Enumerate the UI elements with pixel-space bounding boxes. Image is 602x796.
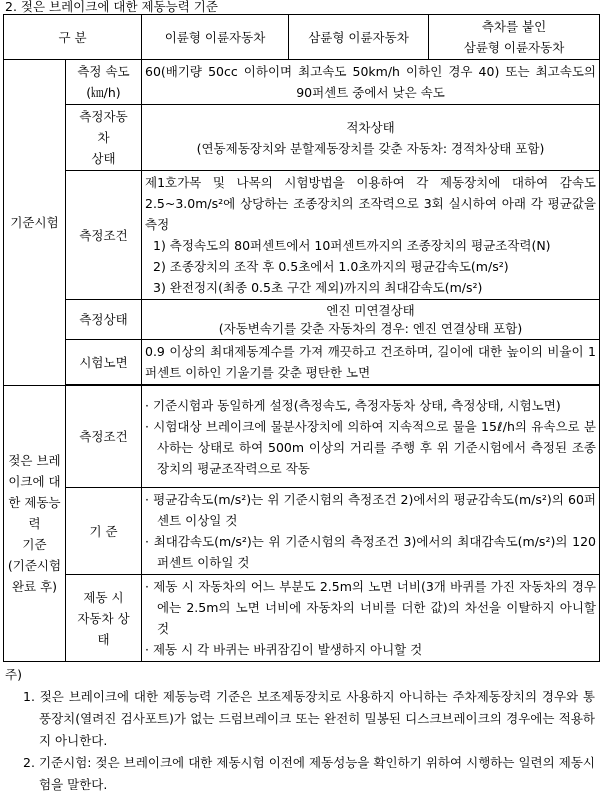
brake-state-label bbox=[66, 575, 142, 662]
table-row bbox=[4, 60, 600, 105]
baseline-group-label: 기준시험 bbox=[4, 60, 66, 386]
table-row bbox=[4, 105, 600, 171]
criteria-value bbox=[142, 488, 600, 575]
test-road-value: 0.9 이상의 최대제동계수를 가져 깨끗하고 건조하며, 길이에 대한 높이의 비율이 1퍼센트 이하인 기울기를 갖춘 평탄한 노면 bbox=[142, 340, 600, 385]
wet-brake-standard-table bbox=[3, 14, 600, 662]
table-row bbox=[4, 488, 600, 575]
wet-condition-item: · 기준시험과 동일하게 설정(측정속도, 측정자동차 상태, 측정상태, 시험노면) bbox=[145, 397, 561, 413]
table-row bbox=[4, 340, 600, 385]
speed-label-line2: (㎞/h) bbox=[86, 85, 121, 100]
wet-condition-item: · 시험대상 브레이크에 물분사장치에 의하여 지속적으로 물을 15ℓ/h의 유속으로 분사하는 상태로 하여 500m 이상의 거리를 주행 후 위 기준시험에서 측정된 조종장치의 평균조작력으로 작동 bbox=[145, 418, 596, 476]
table-row bbox=[4, 575, 600, 662]
footnote-item: 1. 젖은 브레이크에 대한 제동능력 기준은 보조제동장치로 사용하지 아니하는 주차제동장치의 경우와 통풍장치(열려진 검사포트)가 없는 드럼브레이크 또는 완전히 밀봉된 디스크브레이크의 경우에는 적용하지 아니한다. bbox=[23, 689, 595, 748]
vehicle-state-label bbox=[66, 105, 142, 171]
wet-group-label-line: 한 제동능 bbox=[8, 495, 61, 510]
table-row bbox=[4, 300, 600, 340]
brake-state-value bbox=[142, 575, 600, 662]
criteria-item: · 평균감속도(m/s²)는 위 기준시험의 측정조건 2)에서의 평균감속도(m/s²)의 60퍼센트 이상일 것 bbox=[145, 492, 596, 528]
header-sidecar-line2: 삼륜형 이륜자동차 bbox=[463, 40, 565, 55]
wet-group-label-line: 완료 후) bbox=[11, 579, 58, 594]
table-row bbox=[4, 171, 600, 300]
measure-state-value-line2: (자동변속기를 갖춘 자동차의 경우: 엔진 연결상태 포함) bbox=[218, 320, 523, 336]
header-sidecar-line1: 측차를 붙인 bbox=[481, 19, 547, 34]
vehicle-state-label-line2: 차 bbox=[97, 130, 110, 145]
wet-group-label-line: 기준 bbox=[22, 537, 47, 552]
table-header-row bbox=[4, 15, 600, 60]
vehicle-state-label-line3: 상태 bbox=[91, 151, 116, 166]
brake-state-label-line: 제동 시 bbox=[83, 589, 124, 605]
brake-state-item: · 제동 시 자동차의 어느 부분도 2.5m의 노면 너비(3개 바퀴를 가진 자동차의 경우에는 2.5m의 노면 너비에 자동차의 너비를 더한 값)의 차선을 이탈하지 아니할 것 bbox=[145, 579, 596, 636]
measure-condition-label: 측정조건 bbox=[66, 171, 142, 300]
wet-group-label-line: 젖은 브레 bbox=[8, 453, 61, 468]
header-two-wheel: 이륜형 이륜자동차 bbox=[142, 15, 289, 60]
measure-condition-item: 3) 완전정지(최종 0.5초 구간 제외)까지의 최대감속도(m/s²) bbox=[153, 280, 483, 295]
header-category: 구 분 bbox=[4, 15, 142, 60]
vehicle-state-value bbox=[142, 105, 600, 171]
footnotes bbox=[3, 664, 599, 796]
vehicle-state-value-line1: 적차상태 bbox=[346, 119, 395, 135]
measure-state-value bbox=[142, 300, 600, 340]
measure-state-label: 측정상태 bbox=[66, 300, 142, 340]
wet-group-label bbox=[4, 386, 66, 662]
measure-condition-item: 2) 조종장치의 조작 후 0.5초에서 1.0초까지의 평균감속도(m/s²) bbox=[153, 259, 509, 274]
measure-condition-intro: 제1호가목 및 나목의 시험방법을 이용하여 각 제동장치에 대하여 감속도 2.5~3.0m/s²에 상당하는 조종장치의 조작력으로 3회 실시하여 아래 각 평균값을 측정 bbox=[145, 175, 596, 232]
wet-group-label-line: (기준시험 bbox=[7, 558, 62, 573]
wet-group-label-line: 력 bbox=[28, 516, 41, 531]
measure-condition-value bbox=[142, 171, 600, 300]
test-road-label: 시험노면 bbox=[66, 340, 142, 385]
measure-condition-item: 1) 측정속도의 80퍼센트에서 10퍼센트까지의 조종장치의 평균조작력(N) bbox=[153, 238, 551, 253]
speed-label bbox=[66, 60, 142, 105]
header-sidecar bbox=[429, 15, 600, 60]
table-row bbox=[4, 386, 600, 488]
wet-condition-label: 측정조건 bbox=[66, 386, 142, 488]
brake-state-label-line: 자동차 상 bbox=[77, 610, 130, 626]
brake-state-label-line: 태 bbox=[97, 631, 110, 647]
wet-group-label-line: 이크에 대 bbox=[8, 474, 61, 489]
measure-state-value-line1: 엔진 미연결상태 bbox=[326, 302, 415, 318]
footnote-title: 주) bbox=[5, 667, 22, 682]
speed-label-line1: 측정 속도 bbox=[77, 64, 130, 79]
criteria-label: 기 준 bbox=[66, 488, 142, 575]
wet-condition-value bbox=[142, 386, 600, 488]
section-heading: 2. 젖은 브레이크에 대한 제동능력 기준 bbox=[5, 0, 218, 14]
vehicle-state-value-line2: (연동제동장치와 분할제동장치를 갖춘 자동차: 경적차상태 포함) bbox=[196, 140, 545, 156]
vehicle-state-label-line1: 측정자동 bbox=[79, 109, 128, 124]
brake-state-item: · 제동 시 각 바퀴는 바퀴잠김이 발생하지 아니할 것 bbox=[145, 642, 423, 657]
footnote-item: 2. 기준시험: 젖은 브레이크에 대한 제동시험 이전에 제동성능을 확인하기 위하여 시행하는 일련의 제동시험을 말한다. bbox=[23, 755, 595, 792]
speed-value: 60(배기량 50cc 이하이며 최고속도 50km/h 이하인 경우 40) 또는 최고속도의 90퍼센트 중에서 낮은 속도 bbox=[142, 60, 600, 105]
criteria-item: · 최대감속도(m/s²)는 위 기준시험의 측정조건 3)에서의 최대감속도(m/s²)의 120퍼센트 이하일 것 bbox=[145, 534, 596, 570]
header-three-wheel: 삼륜형 이륜자동차 bbox=[289, 15, 429, 60]
